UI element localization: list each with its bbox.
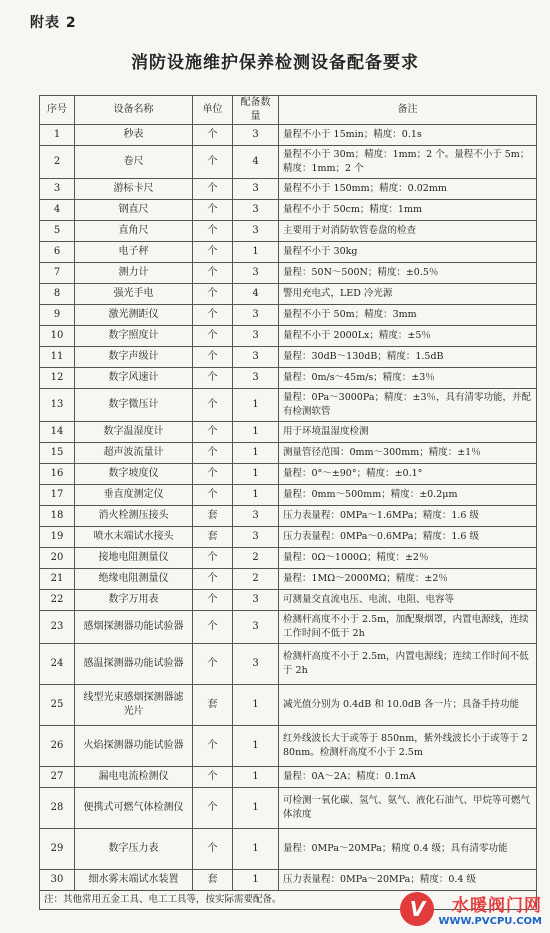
equipment-quantity: 3 [233, 221, 279, 242]
equipment-name: 激光测距仪 [75, 305, 193, 326]
table-row [40, 263, 537, 284]
table-row [40, 125, 537, 146]
equipment-unit: 个 [193, 146, 233, 179]
watermark [400, 891, 542, 927]
table-row [40, 347, 537, 368]
equipment-quantity: 1 [233, 870, 279, 891]
table-row [40, 611, 537, 644]
equipment-quantity: 1 [233, 726, 279, 767]
equipment-remark: 减光值分别为 0.4dB 和 10.0dB 各一片；具备手持功能 [279, 685, 537, 726]
table-row [40, 829, 537, 870]
equipment-quantity: 1 [233, 829, 279, 870]
equipment-name: 数字坡度仪 [75, 464, 193, 485]
row-number: 16 [40, 464, 75, 485]
equipment-unit: 个 [193, 485, 233, 506]
equipment-name: 秒表 [75, 125, 193, 146]
equipment-remark: 警用充电式，LED 冷光源 [279, 284, 537, 305]
equipment-quantity: 3 [233, 506, 279, 527]
equipment-name: 垂直度测定仪 [75, 485, 193, 506]
row-number: 12 [40, 368, 75, 389]
row-number: 10 [40, 326, 75, 347]
row-number: 29 [40, 829, 75, 870]
equipment-unit: 个 [193, 590, 233, 611]
equipment-table [39, 95, 537, 910]
row-number: 14 [40, 422, 75, 443]
equipment-name: 漏电电流检测仪 [75, 767, 193, 788]
equipment-remark: 用于环境温湿度检测 [279, 422, 537, 443]
equipment-unit: 套 [193, 685, 233, 726]
row-number: 7 [40, 263, 75, 284]
table-header-row [40, 96, 537, 125]
equipment-name: 卷尺 [75, 146, 193, 179]
watermark-url: WWW.PVCPU.COM [438, 916, 542, 927]
equipment-remark: 量程：0m/s～45m/s；精度：±3％ [279, 368, 537, 389]
equipment-quantity: 3 [233, 527, 279, 548]
equipment-unit: 个 [193, 326, 233, 347]
equipment-unit: 个 [193, 179, 233, 200]
equipment-quantity: 1 [233, 485, 279, 506]
equipment-quantity: 3 [233, 263, 279, 284]
equipment-unit: 个 [193, 389, 233, 422]
table-row [40, 389, 537, 422]
table-row [40, 767, 537, 788]
equipment-unit: 个 [193, 464, 233, 485]
row-number: 13 [40, 389, 75, 422]
equipment-name: 感烟探测器功能试验器 [75, 611, 193, 644]
equipment-unit: 个 [193, 284, 233, 305]
equipment-remark: 检测杆高度不小于 2.5m，加配聚烟罩，内置电源线，连续工作时间不低于 2h [279, 611, 537, 644]
table-row [40, 422, 537, 443]
equipment-name: 消火栓测压接头 [75, 506, 193, 527]
equipment-quantity: 2 [233, 569, 279, 590]
watermark-logo-icon: V [400, 892, 434, 926]
equipment-remark: 压力表量程：0MPa～0.6MPa；精度：1.6 级 [279, 527, 537, 548]
equipment-remark: 红外线波长大于或等于 850nm，紫外线波长小于或等于 280nm。检测杆高度不小于 2.5m [279, 726, 537, 767]
equipment-name: 钢直尺 [75, 200, 193, 221]
equipment-quantity: 1 [233, 788, 279, 829]
equipment-quantity: 3 [233, 590, 279, 611]
equipment-name: 感温探测器功能试验器 [75, 644, 193, 685]
row-number: 20 [40, 548, 75, 569]
row-number: 9 [40, 305, 75, 326]
row-number: 27 [40, 767, 75, 788]
equipment-quantity: 4 [233, 146, 279, 179]
table-row [40, 326, 537, 347]
equipment-unit: 个 [193, 443, 233, 464]
equipment-name: 数字压力表 [75, 829, 193, 870]
table-row [40, 726, 537, 767]
table-row [40, 368, 537, 389]
row-number: 26 [40, 726, 75, 767]
equipment-quantity: 3 [233, 644, 279, 685]
equipment-remark: 量程：0°～±90°；精度：±0.1° [279, 464, 537, 485]
table-row [40, 200, 537, 221]
equipment-name: 测力计 [75, 263, 193, 284]
header-qty: 配备数量 [233, 96, 279, 125]
equipment-remark: 量程：0mm～500mm；精度：±0.2μm [279, 485, 537, 506]
equipment-unit: 个 [193, 767, 233, 788]
equipment-remark: 量程：1MΩ～2000MΩ；精度：±2％ [279, 569, 537, 590]
document-title: 消防设施维护保养检测设备配备要求 [131, 53, 419, 73]
equipment-remark: 量程不小于 30m；精度：1mm；2 个。量程不小于 5m；精度：1mm；2 个 [279, 146, 537, 179]
equipment-remark: 主要用于对消防软管卷盘的检查 [279, 221, 537, 242]
equipment-unit: 个 [193, 611, 233, 644]
equipment-quantity: 1 [233, 389, 279, 422]
equipment-unit: 个 [193, 368, 233, 389]
equipment-remark: 量程：30dB～130dB；精度：1.5dB [279, 347, 537, 368]
equipment-unit: 套 [193, 870, 233, 891]
equipment-name: 超声波流量计 [75, 443, 193, 464]
equipment-quantity: 1 [233, 242, 279, 263]
table-row [40, 569, 537, 590]
table-row [40, 146, 537, 179]
equipment-unit: 个 [193, 221, 233, 242]
table-row [40, 485, 537, 506]
table-row [40, 870, 537, 891]
header-remark: 备注 [279, 96, 537, 125]
equipment-unit: 个 [193, 829, 233, 870]
table-row [40, 221, 537, 242]
equipment-remark: 量程不小于 50cm；精度：1mm [279, 200, 537, 221]
row-number: 6 [40, 242, 75, 263]
header-unit: 单位 [193, 96, 233, 125]
equipment-name: 细水雾末端试水装置 [75, 870, 193, 891]
equipment-name: 喷水末端试水接头 [75, 527, 193, 548]
equipment-name: 便携式可燃气体检测仪 [75, 788, 193, 829]
equipment-unit: 套 [193, 527, 233, 548]
row-number: 21 [40, 569, 75, 590]
equipment-name: 数字风速计 [75, 368, 193, 389]
equipment-quantity: 2 [233, 548, 279, 569]
equipment-name: 直角尺 [75, 221, 193, 242]
row-number: 24 [40, 644, 75, 685]
row-number: 4 [40, 200, 75, 221]
equipment-unit: 个 [193, 726, 233, 767]
equipment-name: 强光手电 [75, 284, 193, 305]
equipment-unit: 个 [193, 200, 233, 221]
row-number: 2 [40, 146, 75, 179]
equipment-remark: 压力表量程：0MPa～1.6MPa；精度：1.6 级 [279, 506, 537, 527]
row-number: 1 [40, 125, 75, 146]
equipment-unit: 个 [193, 548, 233, 569]
row-number: 3 [40, 179, 75, 200]
table-row [40, 685, 537, 726]
equipment-unit: 个 [193, 422, 233, 443]
equipment-name: 火焰探测器功能试验器 [75, 726, 193, 767]
equipment-remark: 量程：0MPa～20MPa；精度 0.4 级；具有清零功能 [279, 829, 537, 870]
equipment-quantity: 1 [233, 685, 279, 726]
equipment-remark: 量程：0Pa～3000Pa；精度：±3％，具有清零功能，并配有检测软管 [279, 389, 537, 422]
equipment-name: 绝缘电阻测量仪 [75, 569, 193, 590]
equipment-unit: 套 [193, 506, 233, 527]
equipment-remark: 量程：0A～2A；精度：0.1mA [279, 767, 537, 788]
row-number: 25 [40, 685, 75, 726]
equipment-unit: 个 [193, 305, 233, 326]
table-row [40, 284, 537, 305]
equipment-name: 数字万用表 [75, 590, 193, 611]
table-note: 注：其他常用五金工具、电工工具等，按实际需要配备。 [40, 891, 537, 910]
equipment-quantity: 3 [233, 326, 279, 347]
row-number: 17 [40, 485, 75, 506]
equipment-quantity: 3 [233, 611, 279, 644]
table-body [40, 125, 537, 891]
row-number: 18 [40, 506, 75, 527]
table-row [40, 644, 537, 685]
table-row [40, 242, 537, 263]
equipment-remark: 量程不小于 15min；精度：0.1s [279, 125, 537, 146]
equipment-name: 数字照度计 [75, 326, 193, 347]
equipment-name: 接地电阻测量仪 [75, 548, 193, 569]
equipment-unit: 个 [193, 347, 233, 368]
equipment-name: 数字温湿度计 [75, 422, 193, 443]
equipment-unit: 个 [193, 242, 233, 263]
row-number: 11 [40, 347, 75, 368]
equipment-remark: 量程不小于 2000Lx；精度：±5％ [279, 326, 537, 347]
row-number: 15 [40, 443, 75, 464]
equipment-remark: 检测杆高度不小于 2.5m，内置电源线；连续工作时间不低于 2h [279, 644, 537, 685]
equipment-unit: 个 [193, 644, 233, 685]
header-no: 序号 [40, 96, 75, 125]
equipment-remark: 量程：0Ω～1000Ω；精度：±2％ [279, 548, 537, 569]
equipment-remark: 可测量交直流电压、电流、电阻、电容等 [279, 590, 537, 611]
equipment-unit: 个 [193, 569, 233, 590]
equipment-unit: 个 [193, 125, 233, 146]
equipment-name: 数字声级计 [75, 347, 193, 368]
table-row [40, 305, 537, 326]
row-number: 5 [40, 221, 75, 242]
table-row [40, 506, 537, 527]
table-row [40, 443, 537, 464]
equipment-remark: 测量管径范围：0mm～300mm；精度：±1％ [279, 443, 537, 464]
row-number: 30 [40, 870, 75, 891]
equipment-remark: 压力表量程：0MPa～20MPa；精度：0.4 级 [279, 870, 537, 891]
equipment-unit: 个 [193, 788, 233, 829]
equipment-name: 游标卡尺 [75, 179, 193, 200]
equipment-table-wrapper [39, 95, 536, 910]
table-row [40, 788, 537, 829]
equipment-quantity: 1 [233, 443, 279, 464]
equipment-remark: 量程不小于 50m；精度：3mm [279, 305, 537, 326]
row-number: 28 [40, 788, 75, 829]
row-number: 23 [40, 611, 75, 644]
table-row [40, 464, 537, 485]
table-row [40, 590, 537, 611]
equipment-quantity: 1 [233, 464, 279, 485]
equipment-quantity: 1 [233, 767, 279, 788]
table-row [40, 527, 537, 548]
equipment-remark: 可检测一氧化碳、氢气、氨气、液化石油气、甲烷等可燃气体浓度 [279, 788, 537, 829]
row-number: 8 [40, 284, 75, 305]
equipment-remark: 量程：50N～500N；精度：±0.5％ [279, 263, 537, 284]
equipment-quantity: 4 [233, 284, 279, 305]
equipment-quantity: 3 [233, 200, 279, 221]
equipment-name: 数字微压计 [75, 389, 193, 422]
equipment-quantity: 3 [233, 125, 279, 146]
equipment-quantity: 1 [233, 422, 279, 443]
equipment-quantity: 3 [233, 179, 279, 200]
header-name: 设备名称 [75, 96, 193, 125]
attachment-label: 附表 2 [30, 15, 77, 31]
table-row [40, 548, 537, 569]
equipment-unit: 个 [193, 263, 233, 284]
equipment-quantity: 3 [233, 305, 279, 326]
equipment-name: 线型光束感烟探测器滤光片 [75, 685, 193, 726]
row-number: 19 [40, 527, 75, 548]
equipment-quantity: 3 [233, 347, 279, 368]
equipment-name: 电子秤 [75, 242, 193, 263]
equipment-remark: 量程不小于 150mm；精度：0.02mm [279, 179, 537, 200]
equipment-quantity: 3 [233, 368, 279, 389]
equipment-remark: 量程不小于 30kg [279, 242, 537, 263]
row-number: 22 [40, 590, 75, 611]
table-row [40, 179, 537, 200]
watermark-name: 水暖阀门网 [452, 896, 542, 916]
